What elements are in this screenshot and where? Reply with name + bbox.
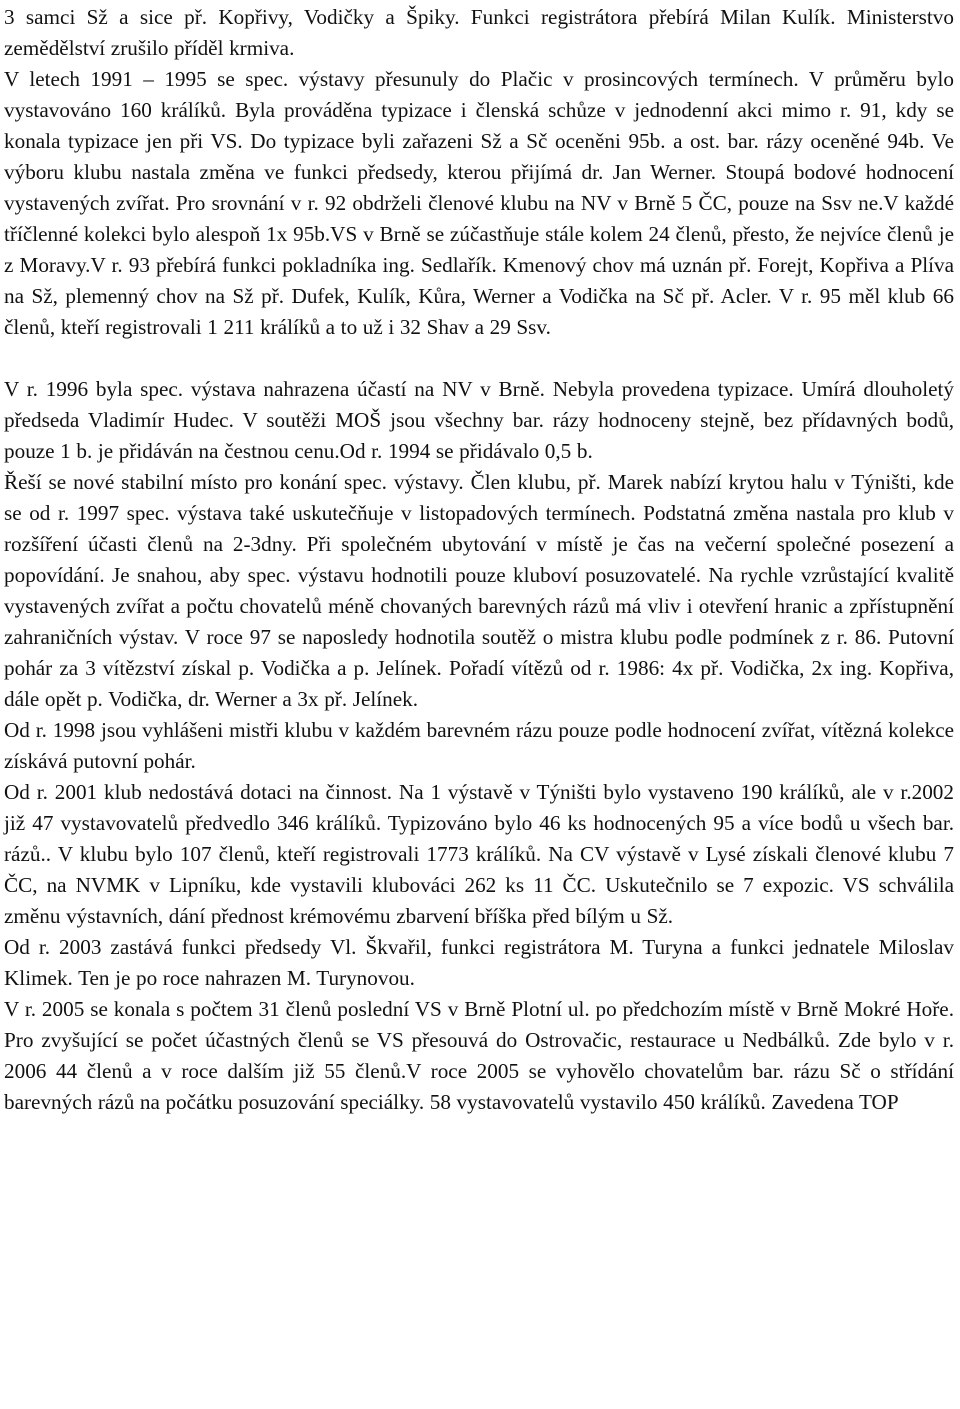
paragraph-3: V r. 1996 byla spec. výstava nahrazena účastí na NV v Brně. Nebyla provedena typizace. Umírá dlouholetý předseda Vladimír Hudec. V soutěži MOŠ jsou všechny bar. rázy hodnoceny stejně, bez přídavných bodů, pouze 1 b. je přidáván na čestnou cenu.Od r. 1994 se přidávalo 0,5 b.	[4, 377, 954, 463]
paragraph-5: Od r. 1998 jsou vyhlášeni mistři klubu v každém barevném rázu pouze podle hodnocení zvířat, vítězná kolekce získává putovní pohár.	[4, 718, 954, 773]
paragraph-spacer	[4, 343, 954, 374]
paragraph-1: 3 samci Sž a sice př. Kopřivy, Vodičky a Špiky. Funkci registrátora přebírá Milan Kulík. Ministerstvo zemědělství zrušilo příděl krmiva.	[4, 5, 954, 60]
paragraph-7: Od r. 2003 zastává funkci předsedy Vl. Škvařil, funkci registrátora M. Turyna a funkci jednatele Miloslav Klimek. Ten je po roce nahrazen M. Turynovou.	[4, 935, 954, 990]
paragraph-4: Řeší se nové stabilní místo pro konání spec. výstavy. Člen klubu, př. Marek nabízí krytou halu v Týništi, kde se od r. 1997 spec. výstava také uskutečňuje v listopadových termínech. Podstatná změna nastala pro klub v rozšíření účasti členů na 2-3dny. Při společném ubytování v místě je čas na večerní společné posezení a popovídání. Je snahou, aby spec. výstavu hodnotili pouze kluboví posuzovatelé. Na rychle vzrůstající kvalitě vystavených zvířat a počtu chovatelů méně chovaných barevných rázů má vliv i otevření hranic a zpřístupnění zahraničních výstav. V roce 97 se naposledy hodnotila soutěž o mistra klubu podle podmínek z r. 86. Putovní pohár za 3 vítězství získal p. Vodička a p. Jelínek. Pořadí vítězů od r. 1986: 4x př. Vodička, 2x ing. Kopřiva, dále opět p. Vodička, dr. Werner a 3x př. Jelínek.	[4, 470, 954, 711]
paragraph-6: Od r. 2001 klub nedostává dotaci na činnost. Na 1 výstavě v Týništi bylo vystaveno 190 králíků, ale v r.2002 již 47 vystavovatelů předvedlo 346 králíků. Typizováno bylo 46 ks hodnocených 95 a více bodů u všech bar. rázů.. V klubu bylo 107 členů, kteří registrovali 1773 králíků. Na CV výstavě v Lysé získali členové klubu 7 ČC, na NVMK v Lipníku, kde vystavili klubováci 262 ks 11 ČC. Uskutečnilo se 7 expozic. VS schválila změnu výstavních, dání přednost krémovému zbarvení bříška před bílým u Sž.	[4, 780, 954, 928]
paragraph-8: V r. 2005 se konala s počtem 31 členů poslední VS v Brně Plotní ul. po předchozím místě v Brně Mokré Hoře. Pro zvyšující se počet účastných členů se VS přesouvá do Ostrovačic, restaurace u Nedbálků. Zde bylo v r. 2006 44 členů a v roce dalším již 55 členů.V roce 2005 se vyhovělo chovatelům bar. rázu Sč o střídání barevných rázů na počátku posuzování speciálky. 58 vystavovatelů vystavilo 450 králíků. Zavedena TOP	[4, 997, 954, 1114]
paragraph-2: V letech 1991 – 1995 se spec. výstavy přesunuly do Plačic v prosincových termínech. V průměru bylo vystavováno 160 králíků. Byla prováděna typizace i členská schůze v jednodenní akci mimo r. 91, kdy se konala typizace jen při VS. Do typizace byli zařazeni Sž a Sč oceněni 95b. a ost. bar. rázy oceněné 94b. Ve výboru klubu nastala změna ve funkci předsedy, kterou přijímá dr. Jan Werner. Stoupá bodové hodnocení vystavených zvířat. Pro srovnání v r. 92 obdrželi členové klubu na NV v Brně 5 ČC, pouze na Ssv ne.V každé tříčlenné kolekci bylo alespoň 1x 95b.VS v Brně se zúčastňuje stále kolem 24 členů, přesto, že nejvíce členů je z Moravy.V r. 93 přebírá funkci pokladníka ing. Sedlařík. Kmenový chov má uznán př. Forejt, Kopřiva a Plíva na Sž, plemenný chov na Sž př. Dufek, Kulík, Kůra, Werner a Vodička na Sč př. Acler. V r. 95 měl klub 66 členů, kteří registrovali 1 211 králíků a to už i 32 Shav a 29 Ssv.	[4, 67, 954, 339]
